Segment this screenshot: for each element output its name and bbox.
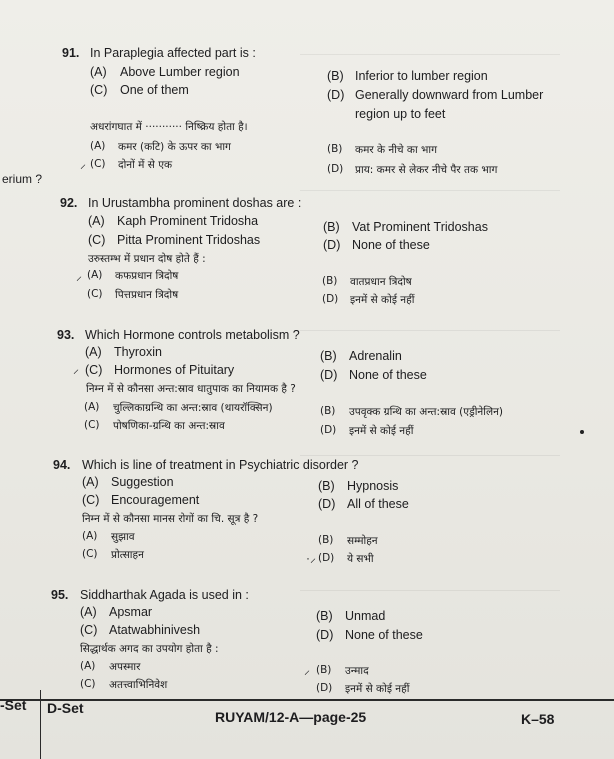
option-label: (C)	[84, 419, 100, 431]
option-label: (B)	[322, 275, 338, 287]
option-label: (B)	[318, 534, 334, 546]
option-label: (A)	[82, 475, 99, 489]
option-label: (B)	[318, 479, 335, 493]
option-text: Atatwabhinivesh	[109, 623, 201, 637]
option-label: (D)	[318, 552, 335, 564]
option-label: (C)	[80, 678, 96, 690]
option-label: (A)	[87, 269, 103, 281]
option-text-cont: region up to feet	[355, 107, 446, 121]
option-text: उपवृक्क ग्रन्थि का अन्त:स्राव (एड्रीनेलिन)	[349, 406, 503, 418]
option-text: Generally downward from Lumber	[355, 88, 544, 102]
option-text: Hypnosis	[347, 479, 399, 493]
option-text: इनमें से कोई नहीं	[350, 294, 415, 306]
edge-text: erium ?	[2, 172, 43, 186]
option-label: (B)	[316, 609, 333, 623]
pen-tick-mark: ⸝	[76, 269, 83, 283]
option-text: One of them	[120, 83, 189, 97]
option-label: (B)	[323, 220, 340, 234]
option-text: Unmad	[345, 609, 386, 623]
option-text: Adrenalin	[349, 349, 402, 363]
option-label: (D)	[316, 628, 334, 642]
pen-tick-mark: ⸝	[80, 157, 87, 171]
option-label: (A)	[80, 605, 97, 619]
option-text: इनमें से कोई नहीं	[345, 683, 410, 695]
hindi-question: अधरांगघात में ··········· निष्क्रिय होता है।	[90, 121, 248, 133]
option-label: (D)	[320, 368, 338, 382]
page-gutter-line	[40, 690, 41, 759]
option-label: (C)	[90, 158, 106, 170]
option-text: चुल्लिकाग्रन्थि का अन्त:स्राव (थायरॉक्सिन)	[113, 402, 273, 414]
option-text: कमर (कटि) के ऊपर का भाग	[118, 141, 231, 153]
option-label: (C)	[90, 83, 108, 97]
option-text: Suggestion	[111, 475, 174, 489]
option-text: All of these	[347, 497, 409, 511]
option-text: उन्माद	[345, 665, 369, 677]
option-text: पोषणिका-ग्रन्थि का अन्त:स्राव	[113, 420, 225, 432]
option-label: (D)	[322, 293, 339, 305]
pen-tick-mark: ⸝	[73, 362, 80, 376]
footer-rule	[0, 699, 614, 701]
option-text: Apsmar	[109, 605, 153, 619]
option-label: (A)	[90, 140, 106, 152]
option-text: None of these	[352, 238, 430, 252]
question-text: Which Hormone controls metabolism ?	[85, 328, 300, 342]
option-label: (A)	[90, 65, 107, 79]
option-text: प्रोत्साहन	[111, 549, 144, 561]
hindi-question: उरुस्तम्भ में प्रधान दोष होते हैं :	[88, 253, 206, 265]
question-text: In Paraplegia affected part is :	[90, 46, 256, 60]
option-text: अपस्मार	[109, 661, 141, 673]
option-text: प्राय: कमर से लेकर नीचे पैर तक भाग	[355, 164, 498, 176]
option-label: (A)	[84, 401, 100, 413]
question-number: 92.	[60, 196, 78, 210]
option-text: पित्तप्रधान त्रिदोष	[115, 289, 179, 301]
option-label: (D)	[327, 163, 344, 175]
hindi-question: सिद्धार्थक अगद का उपयोग होता है :	[80, 643, 219, 655]
option-label: (B)	[320, 405, 336, 417]
option-text: Vat Prominent Tridoshas	[352, 220, 488, 234]
option-text: Thyroxin	[114, 345, 162, 359]
option-text: सम्मोहन	[347, 535, 378, 547]
option-label: (A)	[82, 530, 98, 542]
footer-set: D-Set	[47, 700, 84, 716]
option-label: (C)	[80, 623, 98, 637]
option-label: (B)	[320, 349, 337, 363]
option-label: (A)	[80, 660, 96, 672]
option-label: (D)	[316, 682, 333, 694]
option-text: कफप्रधान त्रिदोष	[115, 270, 179, 282]
question-text: Which is line of treatment in Psychiatric disorder ?	[82, 458, 359, 472]
question-text: In Urustambha prominent doshas are :	[88, 196, 302, 210]
question-number: 91.	[62, 46, 80, 60]
footer-code: K–58	[521, 711, 555, 727]
option-text: इनमें से कोई नहीं	[349, 425, 414, 437]
hindi-question: निम्न में से कौनसा अन्त:स्राव धातुपाक का नियामक है ?	[86, 383, 296, 395]
option-label: (B)	[316, 664, 332, 676]
ink-dot	[580, 430, 584, 434]
option-label: (C)	[82, 548, 98, 560]
option-label: (D)	[318, 497, 336, 511]
option-label: (B)	[327, 69, 344, 83]
option-label: (C)	[82, 493, 100, 507]
question-number: 95.	[51, 588, 69, 602]
option-label: (B)	[327, 143, 343, 155]
option-label: (D)	[323, 238, 341, 252]
option-text: Encouragement	[111, 493, 200, 507]
hindi-question: निम्न में से कौनसा मानस रोगों का चि. सूत्र है ?	[82, 513, 259, 525]
option-label: (A)	[85, 345, 102, 359]
option-text: Kaph Prominent Tridosha	[117, 214, 259, 228]
pen-tick-mark: ·⸝	[306, 551, 316, 565]
option-label: (C)	[85, 363, 103, 377]
option-text: सुझाव	[111, 531, 135, 543]
option-text: Hormones of Pituitary	[114, 363, 235, 377]
question-text: Siddharthak Agada is used in :	[80, 588, 249, 602]
option-text: अतत्त्वाभिनिवेश	[109, 679, 168, 691]
question-number: 93.	[57, 328, 75, 342]
option-text: None of these	[349, 368, 427, 382]
footer-left-edge: -Set	[0, 697, 27, 713]
question-number: 94.	[53, 458, 71, 472]
option-text: Inferior to lumber region	[355, 69, 488, 83]
option-label: (C)	[88, 233, 106, 247]
option-label: (D)	[320, 424, 337, 436]
pen-tick-mark: ⸝	[304, 663, 311, 677]
option-text: दोनों में से एक	[118, 159, 173, 171]
option-text: ये सभी	[347, 553, 374, 565]
option-text: Above Lumber region	[120, 65, 240, 79]
option-text: वातप्रधान त्रिदोष	[350, 276, 412, 288]
option-text: None of these	[345, 628, 423, 642]
option-label: (A)	[88, 214, 105, 228]
option-label: (C)	[87, 288, 103, 300]
option-text: कमर के नीचे का भाग	[355, 144, 438, 156]
footer-page: RUYAM/12-A—page-25	[215, 709, 367, 725]
option-text: Pitta Prominent Tridoshas	[117, 233, 261, 247]
option-label: (D)	[327, 88, 345, 102]
